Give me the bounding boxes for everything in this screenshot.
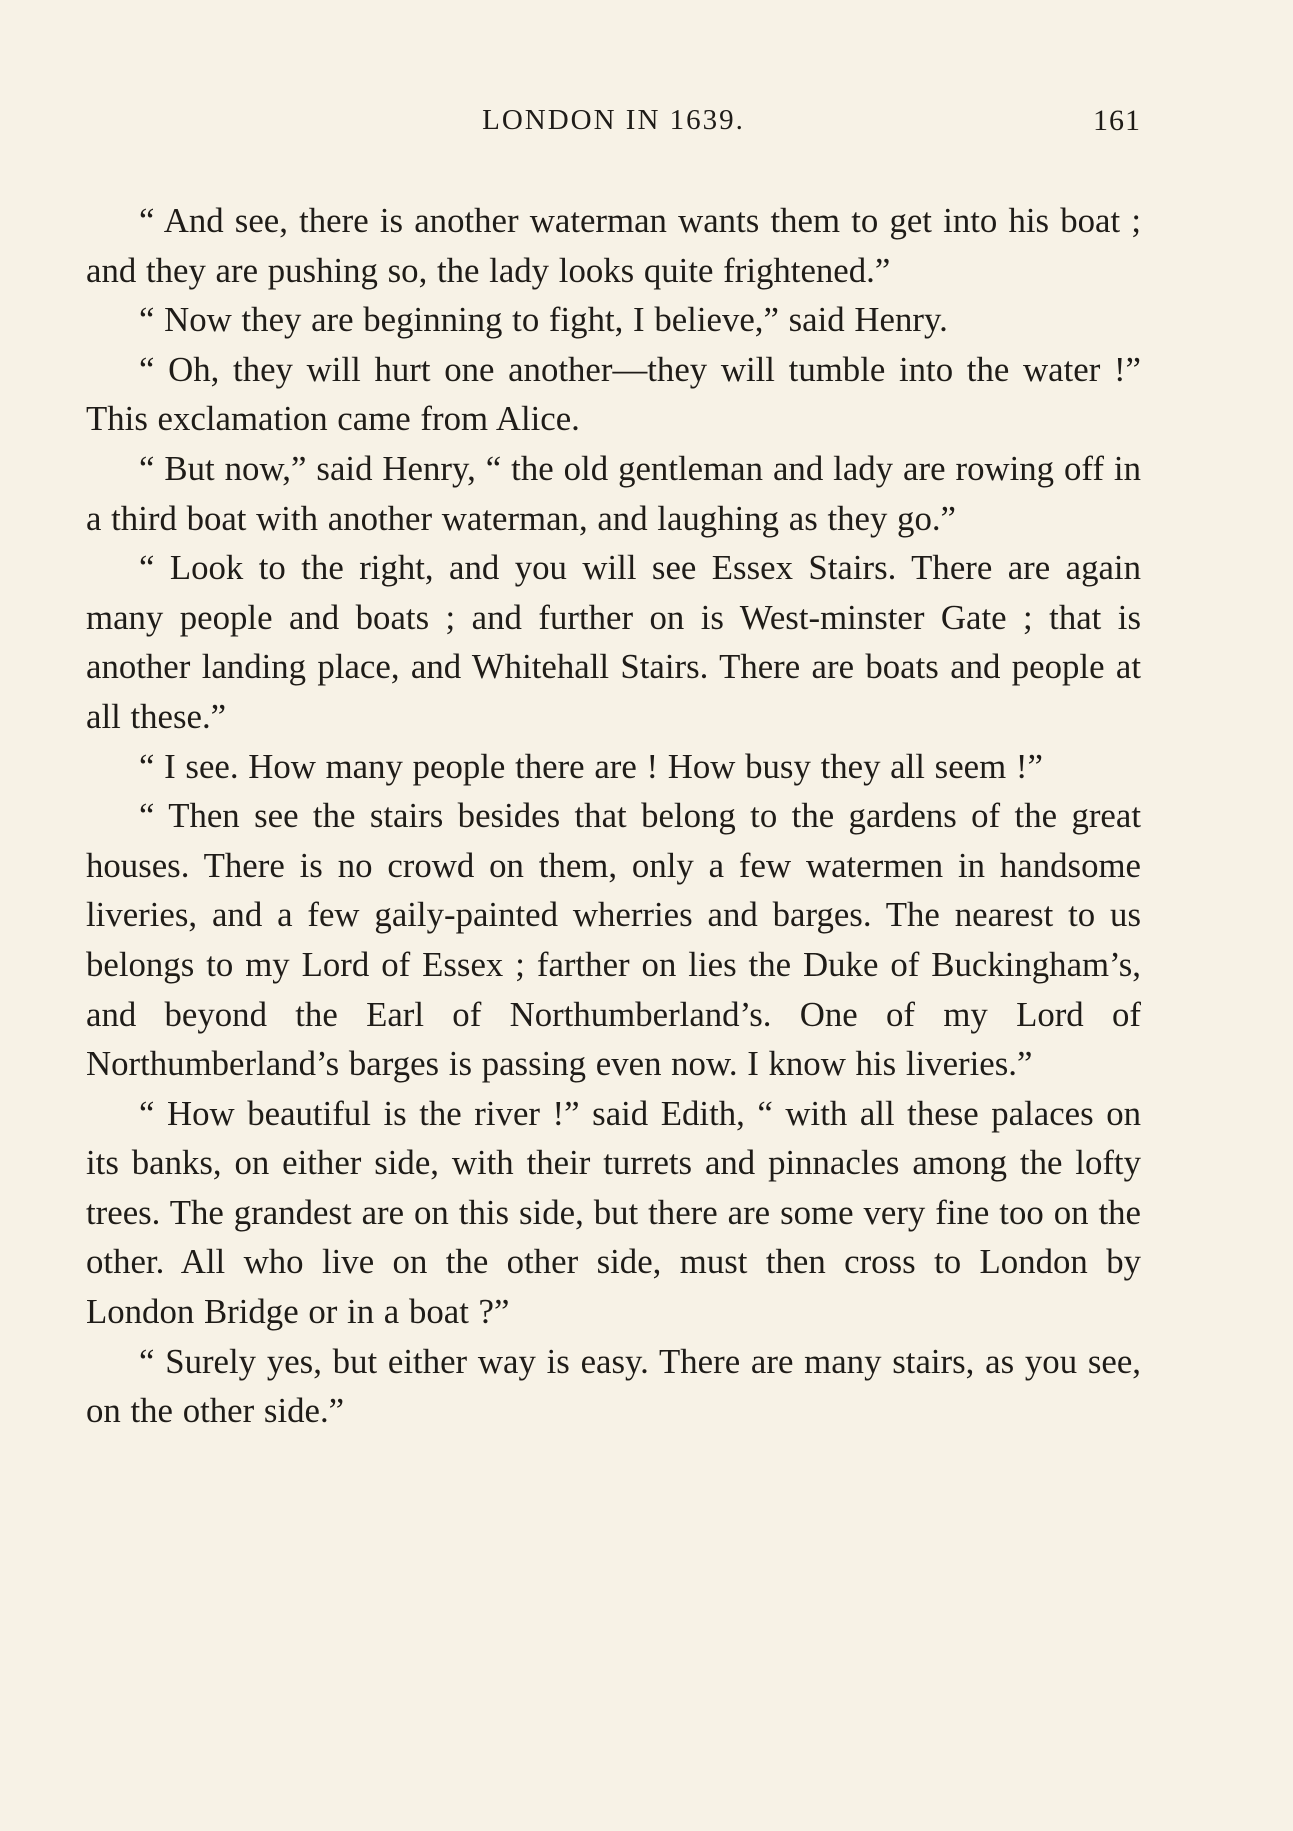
paragraph: “ Oh, they will hurt one another—they will tumble into the water !” This exclamation came from Alice. xyxy=(86,349,1141,439)
paragraph: “ How beautiful is the river !” said Edith, “ with all these palaces on its banks, on either side, with their turrets and pinnacles among the lofty trees. The grandest are on this side, but there are some very fine too on the other. All who live on the other side, must then cross to London by London Bridge or in a boat ?” xyxy=(86,1093,1141,1332)
page-number: 161 xyxy=(1093,104,1141,137)
page-header xyxy=(86,104,1141,144)
running-head: LONDON IN 1639. xyxy=(482,104,745,136)
paragraph: “ And see, there is another waterman wants them to get into his boat ; and they are pushing so, the lady looks quite frightened.” xyxy=(86,201,1141,290)
paragraph: “ Surely yes, but either way is easy. There are many stairs, as you see, on the other side.” xyxy=(86,1341,1141,1431)
paragraph: “ Then see the stairs besides that belong to the gardens of the great houses. There is no crowd on them, only a few watermen in handsome liveries, and a few gaily-painted wherries and barges. The nearest to us belongs to my Lord of Essex ; farther on lies the Duke of Buckingham’s, and beyond the Earl of Northumberland’s. One of my Lord of Northumberland’s barges is passing even now. I know his liveries.” xyxy=(86,796,1141,1084)
paragraph: “ Now they are beginning to fight, I believe,” said Henry. xyxy=(139,300,948,340)
paragraph: “ But now,” said Henry, “ the old gentleman and lady are rowing off in a third boat with another waterman, and laughing as they go.” xyxy=(86,448,1141,538)
paragraph: “ Look to the right, and you will see Essex Stairs. There are again many people and boats ; and further on is West-minster Gate ; that is another landing place, and Whitehall Stairs. There are boats and people at all these.” xyxy=(86,548,1141,736)
body-text xyxy=(86,196,1141,1436)
paragraph: “ I see. How many people there are ! How busy they all seem !” xyxy=(139,746,1043,786)
